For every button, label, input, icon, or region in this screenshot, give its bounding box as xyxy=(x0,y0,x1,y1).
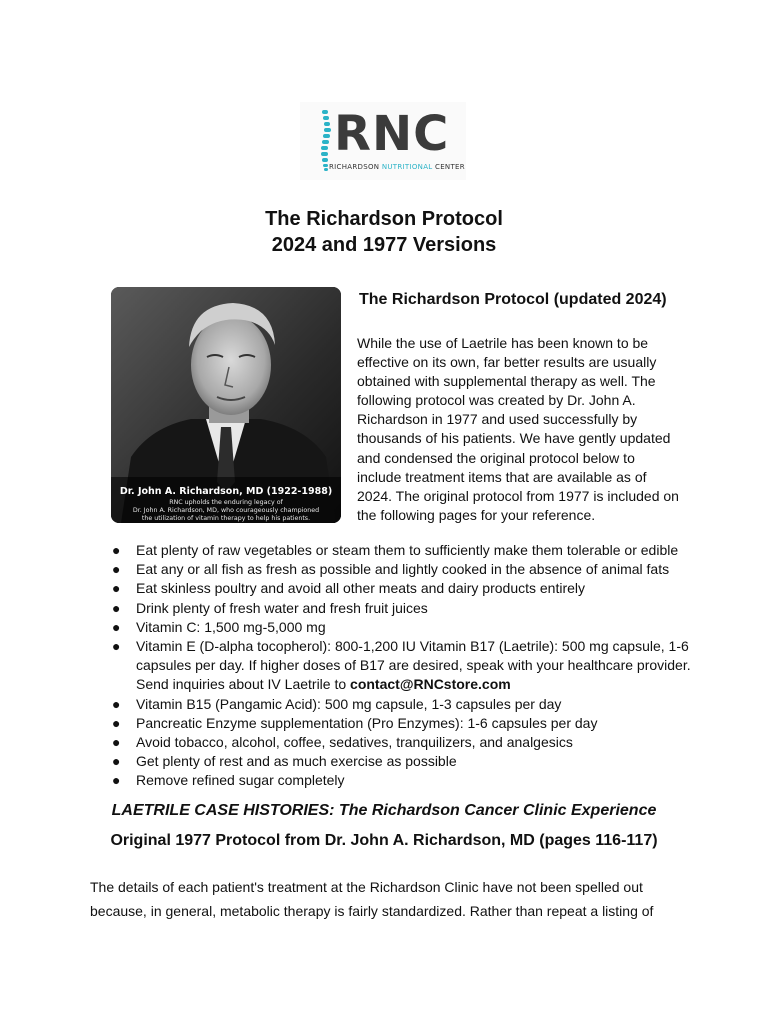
rnc-logo xyxy=(300,102,466,180)
bullet-icon: ● xyxy=(112,599,121,616)
bullet-icon: ● xyxy=(112,580,121,597)
list-item: ● Eat any or all fish as fresh as possible and lightly cooked in the absence of animal fats xyxy=(112,560,692,579)
list-item: ● Get plenty of rest and as much exercise as possible xyxy=(112,752,692,771)
bullet-icon: ● xyxy=(112,638,121,655)
document-title-line1: The Richardson Protocol xyxy=(265,208,503,230)
bullet-icon: ● xyxy=(112,695,121,712)
logo-letters: RNC xyxy=(334,106,450,162)
original-protocol-title: Original 1977 Protocol from Dr. John A. Richardson, MD (pages 116-117) xyxy=(110,832,658,849)
photo-caption-text: RNC upholds the enduring legacy of Dr. John A. Richardson, MD, who courageously championed the utilization of vitamin therapy to help his patients. xyxy=(132,499,320,522)
portrait-photo xyxy=(111,287,341,523)
list-item: ● Vitamin E (D-alpha tocopherol): 800-1,200 IU Vitamin B17 (Laetrile): 500 mg capsule, 1-6 capsules per day. If higher doses of B17 are desired, speak with your healthcare provider. Send inquiries about IV Laetrile to contact@RNCstore.com xyxy=(112,638,691,693)
updated-protocol-paragraph: While the use of Laetrile has been known to be effective on its own, far better results are usually obtained with supplemental therapy as well. The following protocol was created by Dr. John A. Richardson in 1977 and used successfully by thousands of his patients. We have gently updated and condensed the original protocol below to include treatment items that are available as of 2024. The original protocol from 1977 is included on the following pages for your reference. xyxy=(357,335,679,523)
case-histories-title: LAETRILE CASE HISTORIES: The Richardson Cancer Clinic Experience xyxy=(111,802,657,819)
protocol-bullet-list xyxy=(112,541,692,791)
bullet-icon: ● xyxy=(112,714,121,731)
list-item: ● Avoid tobacco, alcohol, coffee, sedatives, tranquilizers, and analgesics xyxy=(112,733,692,752)
contact-email[interactable]: contact@RNCstore.com xyxy=(350,676,511,693)
case-histories-paragraph: The details of each patient's treatment at the Richardson Clinic have not been spelled out because, in general, metabolic therapy is fairly standardized. Rather than repeat a listing of xyxy=(90,879,654,919)
list-item: ● Eat plenty of raw vegetables or steam them to sufficiently make them tolerable or edible xyxy=(112,541,692,560)
bullet-icon: ● xyxy=(112,561,121,578)
list-item: ● Drink plenty of fresh water and fresh fruit juices xyxy=(112,599,692,618)
bullet-icon: ● xyxy=(112,753,121,770)
bullet-icon: ● xyxy=(112,542,121,558)
list-item: ● Eat skinless poultry and avoid all other meats and dairy products entirely xyxy=(112,579,692,598)
bullet-icon: ● xyxy=(112,618,121,635)
logo-subtitle: RICHARDSON NUTRITIONAL CENTER xyxy=(329,163,465,171)
list-item: ● Vitamin B15 (Pangamic Acid): 500 mg capsule, 1-3 capsules per day xyxy=(112,695,692,714)
bullet-icon: ● xyxy=(112,734,121,751)
document-title-line2: 2024 and 1977 Versions xyxy=(271,234,497,256)
updated-protocol-heading: The Richardson Protocol (updated 2024) xyxy=(359,291,667,308)
list-item: ● Vitamin C: 1,500 mg-5,000 mg xyxy=(112,618,692,637)
photo-caption-name: Dr. John A. Richardson, MD (1922-1988) xyxy=(119,486,333,497)
bullet-icon: ● xyxy=(112,772,121,789)
list-item: ● Pancreatic Enzyme supplementation (Pro Enzymes): 1-6 capsules per day xyxy=(112,714,692,733)
list-item: ● Remove refined sugar completely xyxy=(112,771,692,790)
document-title xyxy=(0,206,768,258)
